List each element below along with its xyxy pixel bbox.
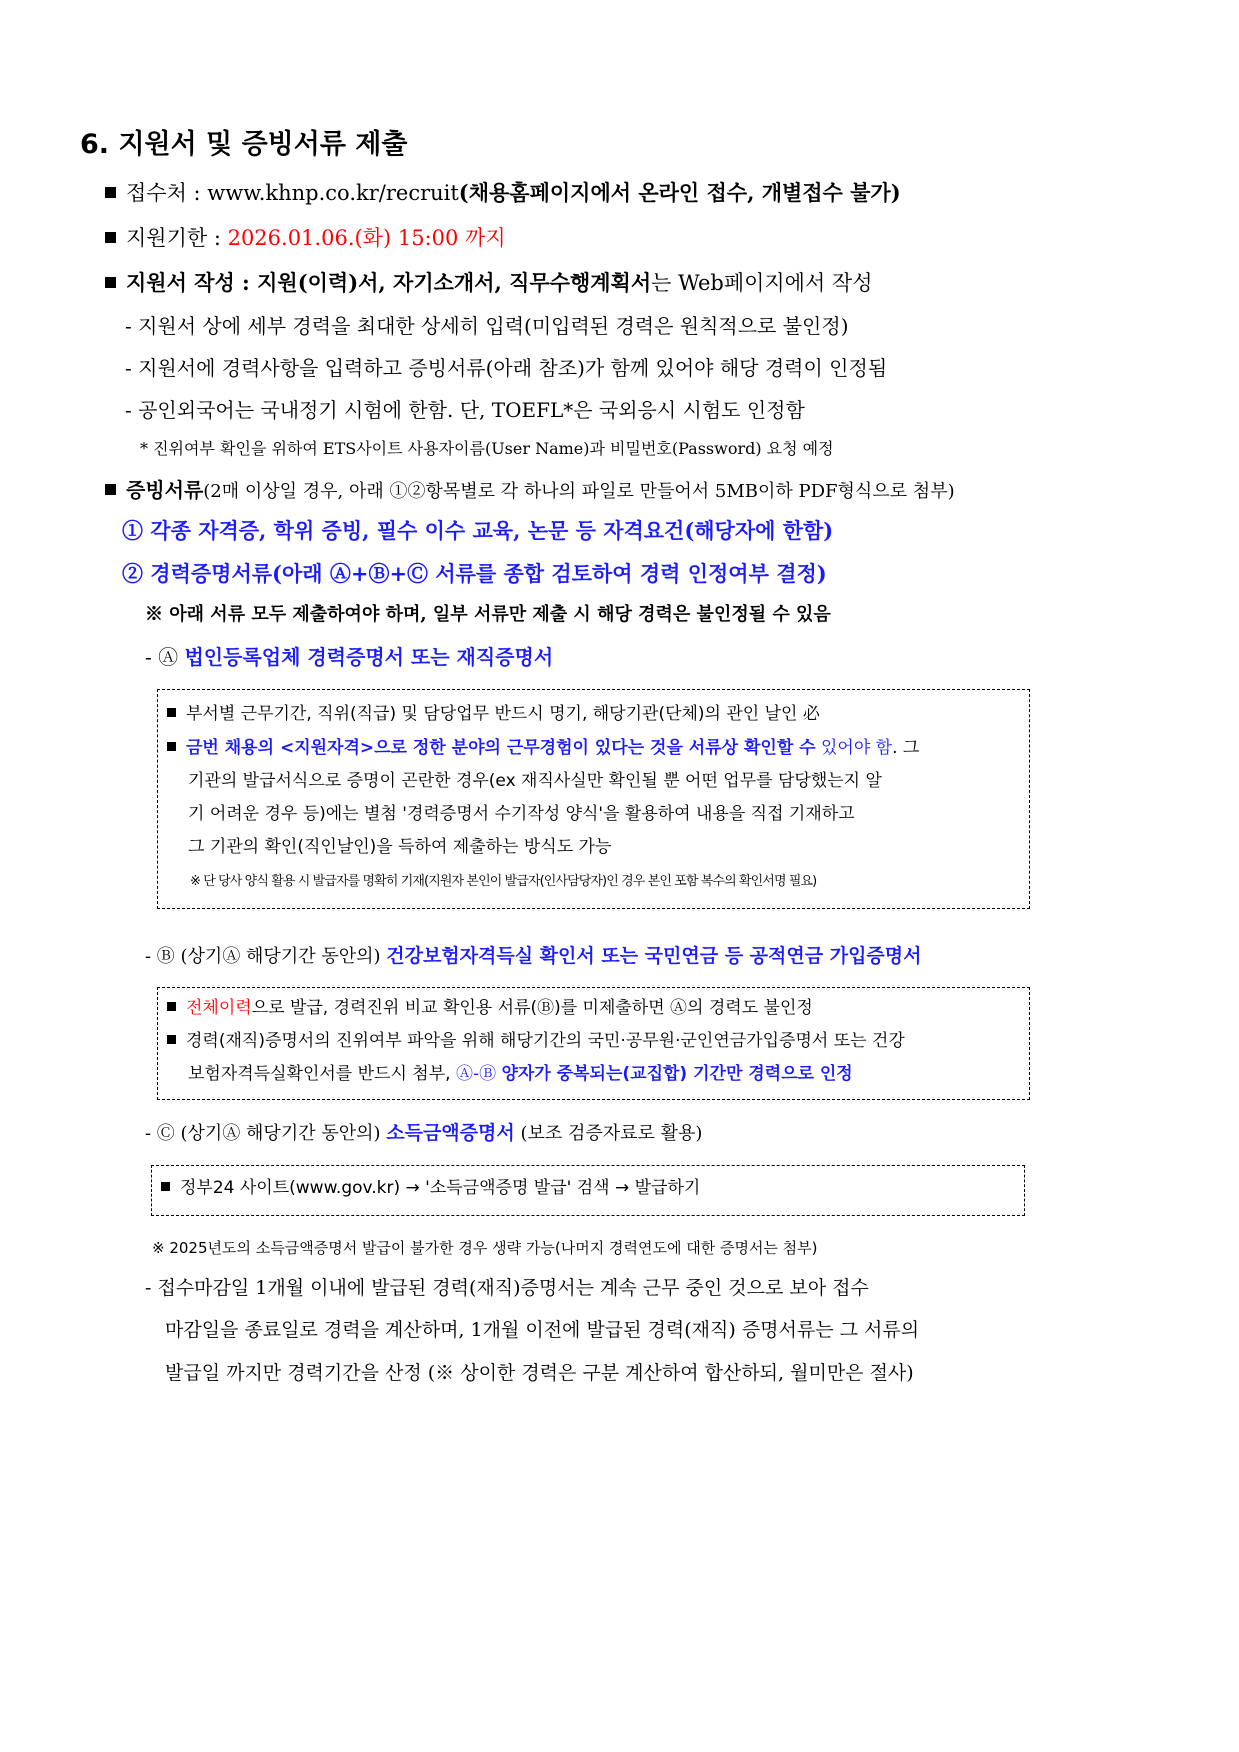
item-b-title xyxy=(145,947,921,966)
bullet-square-icon xyxy=(105,187,116,198)
sub-item-career-proof: - 지원서에 경력사항을 입력하고 증빙서류(아래 참조)가 함께 있어야 해당 경력이 인정됨 xyxy=(125,356,888,380)
text: . 그 xyxy=(892,738,920,758)
box-a-line4: 기 어려운 경우 등)에는 별첨 '경력증명서 수기작성 양식'을 활용하여 내용을 직접 기재하고 xyxy=(188,804,855,824)
text-emphasis: 금번 채용의 <지원자격>으로 정한 분야의 근무경험이 있다는 것을 서류상 확인할 수 xyxy=(186,738,816,758)
box-b-line1 xyxy=(167,1000,813,1017)
bullet-deadline xyxy=(105,228,506,249)
item-b-label: 건강보험자격득실 확인서 또는 국민연금 등 공적연금 가입증명서 xyxy=(386,945,922,967)
prefix: - Ⓑ (상기Ⓐ 해당기간 동안의) xyxy=(145,946,387,967)
label: 지원서 작성 : xyxy=(126,270,258,295)
box-a-line5: 그 기관의 확인(직인날인)을 득하여 제출하는 방식도 가능 xyxy=(188,837,612,857)
sub-item-language: - 공인외국어는 국내정기 시험에 한함. 단, TOEFL*은 국외응시 시험도 인정함 xyxy=(125,398,805,422)
suffix: (보조 검증자료로 활용) xyxy=(514,1123,703,1144)
bullet-square-icon xyxy=(167,1002,176,1011)
text-emphasis: 양자가 중복되는(교집합) 기간만 경력으로 인정 xyxy=(501,1064,853,1084)
section-heading: 6. 지원서 및 증빙서류 제출 xyxy=(80,129,408,160)
final-line3: 발급일 까지만 경력기간을 산정 (※ 상이한 경력은 구분 계산하여 합산하되, 월미만은 절사) xyxy=(165,1362,914,1384)
box-c-line1 xyxy=(161,1180,700,1197)
documents-note: (2매 이상일 경우, 아래 ①②항목별로 각 하나의 파일로 만들어서 5MB이하 PDF형식으로 첨부) xyxy=(203,481,955,502)
box-a-note: ※ 단 당사 양식 활용 시 발급자를 명확히 기재(지원자 본인이 발급자(인사담당자)인 경우 본인 포함 복수의 확인서명 필요) xyxy=(190,874,817,889)
warning-note: ※ 아래 서류 모두 제출하여야 하며, 일부 서류만 제출 시 해당 경력은 불인정될 수 있음 xyxy=(145,604,831,625)
box-a-line2 xyxy=(167,740,919,757)
bullet-square-icon xyxy=(105,232,116,243)
item-c-title xyxy=(145,1124,702,1143)
item-a-label: 법인등록업체 경력증명서 또는 재직증명서 xyxy=(184,645,554,669)
final-line1: - 접수마감일 1개월 이내에 발급된 경력(재직)증명서는 계속 근무 중인 것으로 보아 접수 xyxy=(145,1277,869,1299)
form-note: 는 Web페이지에서 작성 xyxy=(651,271,873,295)
box-b-line3 xyxy=(188,1066,853,1083)
prefix: - Ⓒ (상기Ⓐ 해당기간 동안의) xyxy=(145,1123,387,1144)
language-note: * 진위여부 확인을 위하여 ETS사이트 사용자이름(User Name)과 비밀번호(Password) 요청 예정 xyxy=(140,439,834,458)
bullet-square-icon xyxy=(161,1182,170,1191)
text: 으로 발급, 경력진위 비교 확인용 서류(Ⓑ)를 미제출하면 Ⓐ의 경력도 불인정 xyxy=(251,998,813,1018)
box-a-line3: 기관의 발급서식으로 증명이 곤란한 경우(ex 재직사실만 확인될 뿐 어떤 업무를 담당했는지 알 xyxy=(188,771,882,791)
bullet-square-icon xyxy=(167,1035,176,1044)
box-a-line1 xyxy=(167,706,820,723)
bullet-submission-site xyxy=(105,182,901,204)
label: 지원기한 : xyxy=(126,226,228,250)
label: 접수처 : xyxy=(126,181,208,205)
text-red: 전체이력 xyxy=(186,998,252,1018)
sub-item-detail: - 지원서 상에 세부 경력을 최대한 상세히 입력(미입력된 경력은 원칙적으로 불인정) xyxy=(125,314,849,338)
text-blue: 있어야 함 xyxy=(815,738,893,758)
prefix: - Ⓐ xyxy=(145,645,185,669)
deadline-value: 2026.01.06.(화) 15:00 까지 xyxy=(227,226,506,250)
bullet-documents xyxy=(105,480,955,501)
bullet-square-icon xyxy=(105,277,116,288)
box-b-line2 xyxy=(167,1033,905,1050)
item-c-label: 소득금액증명서 xyxy=(386,1122,515,1144)
bullet-square-icon xyxy=(167,742,176,751)
bullet-square-icon xyxy=(105,484,116,495)
item-qualifications: ① 각종 자격증, 학위 증빙, 필수 이수 교육, 논문 등 자격요건(해당자에 한함) xyxy=(122,518,834,543)
bullet-application-form xyxy=(105,272,873,294)
text-blue: Ⓐ-Ⓑ xyxy=(455,1064,502,1084)
item-a-title xyxy=(145,647,553,667)
note-2025: ※ 2025년도의 소득금액증명서 발급이 불가한 경우 생략 가능(나머지 경력연도에 대한 증명서는 첨부) xyxy=(152,1239,818,1257)
item-career-documents: ② 경력증명서류(아래 Ⓐ+Ⓑ+Ⓒ 서류를 종합 검토하여 경력 인정여부 결정) xyxy=(122,561,827,586)
bullet-square-icon xyxy=(167,708,176,717)
text: 정부24 사이트(www.gov.kr) → '소득금액증명 발급' 검색 → 발급하기 xyxy=(180,1178,701,1198)
text: 보험자격득실확인서를 반드시 첨부, xyxy=(188,1064,456,1084)
submission-note: (채용홈페이지에서 온라인 접수, 개별접수 불가) xyxy=(458,180,901,205)
final-line2: 마감일을 종료일로 경력을 계산하며, 1개월 이전에 발급된 경력(재직) 증명서류는 그 서류의 xyxy=(165,1319,920,1341)
recruit-url: www.khnp.co.kr/recruit xyxy=(207,181,459,205)
form-list: 지원(이력)서, 자기소개서, 직무수행계획서 xyxy=(257,270,652,295)
text: 부서별 근무기간, 직위(직급) 및 담당업무 반드시 명기, 해당기관(단체)의 관인 날인 必 xyxy=(186,704,820,724)
label: 증빙서류 xyxy=(126,478,204,502)
text: 경력(재직)증명서의 진위여부 파악을 위해 해당기간의 국민·공무원·군인연금가입증명서 또는 건강 xyxy=(186,1031,905,1051)
